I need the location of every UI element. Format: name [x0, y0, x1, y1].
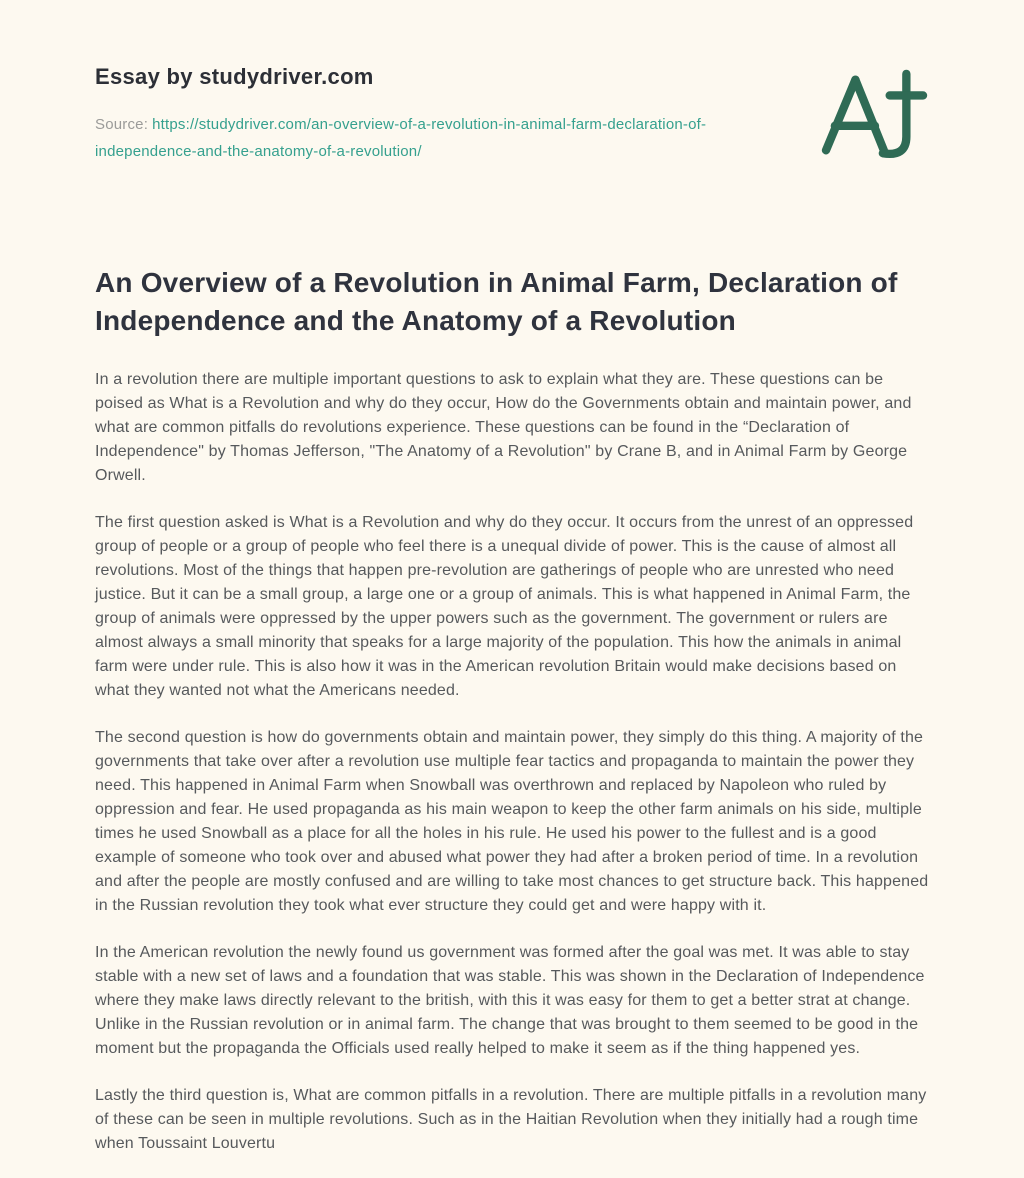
page-title: Essay by studydriver.com [95, 64, 374, 89]
document-header [95, 0, 931, 165]
essay-paragraph-1: In a revolution there are multiple important questions to ask to explain what they are. These questions can be poised as What is a Revolution and why do they occur, How do the Governments obtain and maintain power, and what are common pitfalls do revolutions experience. These questions can be found in the “Declaration of Independence" by Thomas Jefferson, "The Anatomy of a Revolution" by Crane B, and in Animal Farm by George Orwell. [95, 370, 912, 484]
source-url-link[interactable]: https://studydriver.com/an-overview-of-a-revolution-in-animal-farm-declaration-of-independence-and-the-anatomy-of-a-revolution/ [95, 116, 707, 160]
essay-title: An Overview of a Revolution in Animal Farm, Declaration of Independence and the Anatomy of a Revolution [95, 267, 898, 337]
document-content [95, 0, 931, 1156]
essay-paragraph-5: Lastly the third question is, What are common pitfalls in a revolution. There are multiple pitfalls in a revolution many of these can be seen in multiple revolutions. Such as in the Haitian Revolution when they initially had a rough time when Toussaint Louvertu [95, 1086, 927, 1152]
essay-paragraph-2: The first question asked is What is a Revolution and why do they occur. It occurs from the unrest of an oppressed group of people or a group of people who feel there is a unequal divide of power. This is the cause of almost all revolutions. Most of the things that happen pre-revolution are gatherings of people who are unrested who need justice. But it can be a small group, a large one or a group of animals. This is what happened in Animal Farm, the group of animals were oppressed by the upper powers such as the government. The government or rulers are almost always a small minority that speaks for a large majority of the population. This how the animals in animal farm were under rule. This is also how it was in the American revolution Britain would make decisions based on what they wanted not what the Americans needed. [95, 513, 914, 699]
essay-paragraph-4: In the American revolution the newly found us government was formed after the goal was met. It was able to stay stable with a new set of laws and a foundation that was stable. This was shown in the Declaration of Independence where they make laws directly relevant to the british, with this it was easy for them to get a better strat at change. Unlike in the Russian revolution or in animal farm. The change that was brought to them seemed to be good in the moment but the propaganda the Officials used really helped to make it seem as if the thing happened yes. [95, 943, 925, 1057]
source-line [95, 111, 767, 165]
studydriver-logo-icon [821, 68, 929, 166]
essay-paragraph-3: The second question is how do governments obtain and maintain power, they simply do this thing. A majority of the governments that take over after a revolution use multiple fear tactics and propaganda to maintain the power they need. This happened in Animal Farm when Snowball was overthrown and replaced by Napoleon who ruled by oppression and fear. He used propaganda as his main weapon to keep the other farm animals on his side, multiple times he used Snowball as a place for all the holes in his rule. He used his power to the fullest and is a good example of someone who took over and abused what power they had after a broken period of time. In a revolution and after the people are mostly confused and are willing to take most chances to get structure back. This happened in the Russian revolution they took what ever structure they could get and were happy with it. [95, 728, 929, 914]
essay-body [95, 264, 931, 1156]
source-label: Source: [95, 116, 149, 133]
